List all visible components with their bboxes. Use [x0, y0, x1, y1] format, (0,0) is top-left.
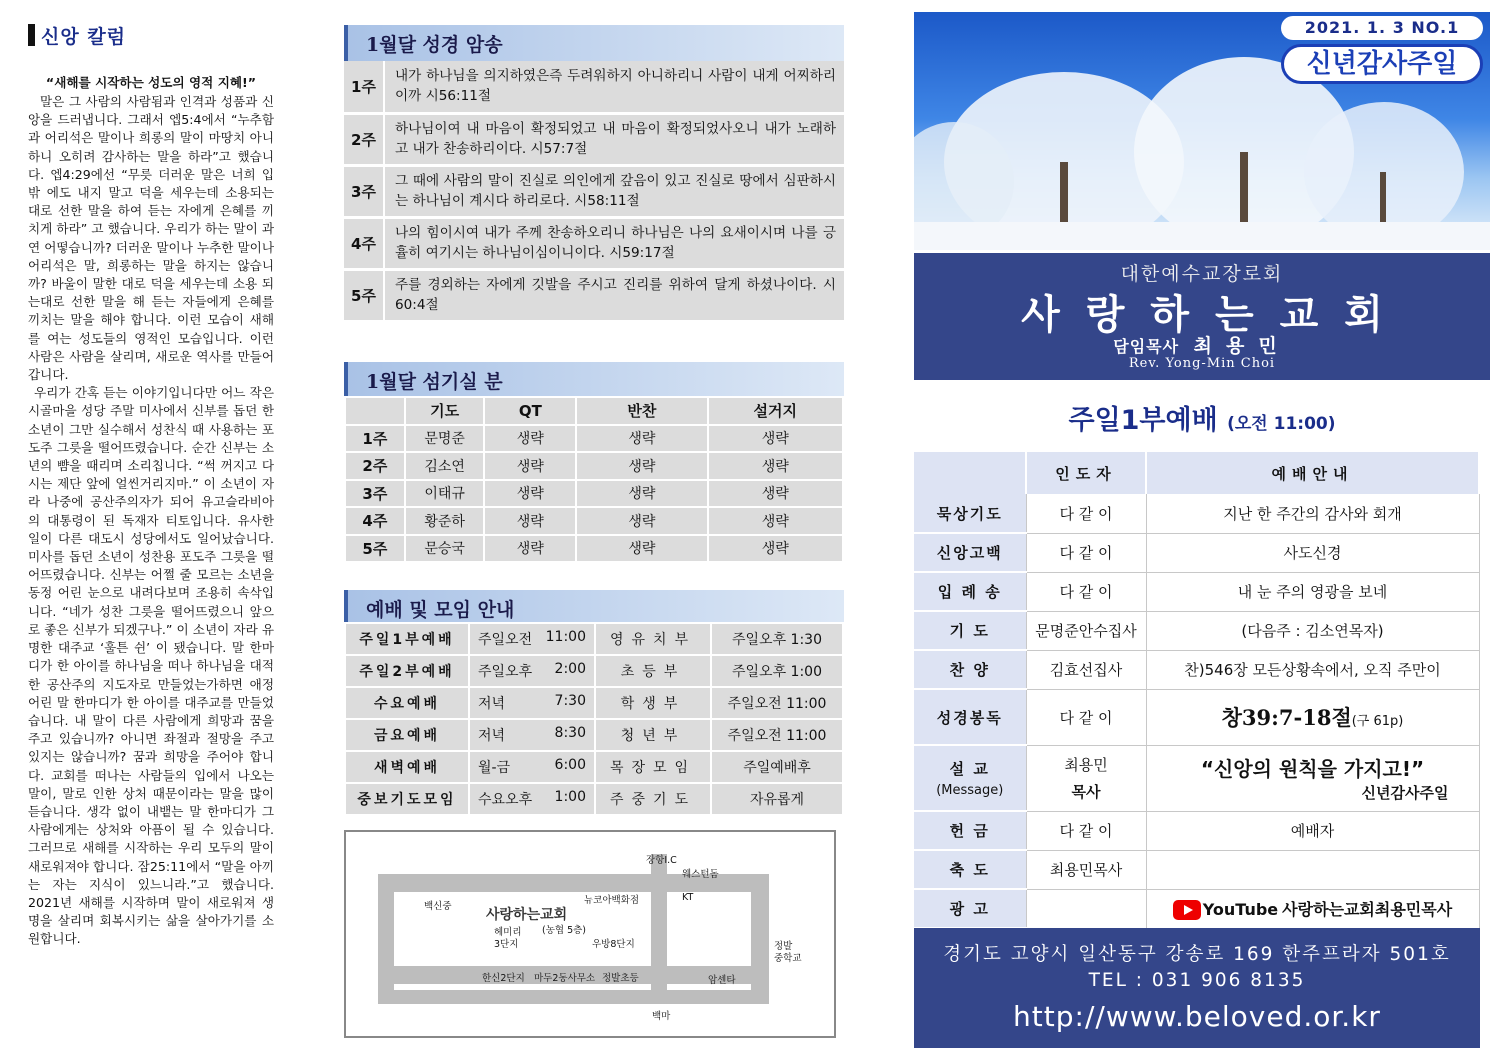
order-label — [914, 611, 1026, 650]
meeting-row — [345, 751, 843, 783]
heading-bar-icon — [28, 24, 35, 46]
meeting-name-2: 청년부 — [595, 719, 711, 751]
map-label-amcenter: 암센타 — [708, 975, 736, 986]
verse-week: 2주 — [344, 113, 384, 165]
order-leader — [1026, 850, 1146, 889]
order-col-header: 예배안내 — [1146, 452, 1479, 494]
order-label — [914, 745, 1026, 811]
meeting-name: 수요예배 — [345, 687, 469, 719]
map-label-jeongbal-mid: 정발 — [774, 941, 793, 952]
order-row — [914, 811, 1479, 850]
order-row — [914, 650, 1479, 689]
order-row — [914, 689, 1479, 745]
meeting-time — [469, 655, 595, 687]
order-leader — [1026, 650, 1146, 689]
meeting-hour: 7:30 — [554, 693, 586, 709]
verses-table — [344, 61, 844, 323]
column-heading-text: 신앙 칼럼 — [41, 25, 127, 48]
kitchen-cell: 황준하 — [405, 507, 485, 535]
sermon-subtitle: 신년감사주일 — [1361, 784, 1449, 802]
order-label-text: 축 도 — [949, 861, 990, 879]
column-title: “새해를 시작하는 성도의 영적 지혜!” — [45, 75, 257, 90]
verse-row — [344, 165, 844, 217]
kitchen-table — [344, 396, 844, 563]
kitchen-row — [345, 507, 843, 535]
meeting-hour: 11:00 — [545, 629, 586, 645]
verse-week: 4주 — [344, 217, 384, 269]
order-content — [1146, 850, 1479, 889]
kitchen-cell: 문명준 — [405, 425, 485, 453]
verse-row — [344, 217, 844, 269]
contact-footer — [914, 928, 1480, 1048]
order-label-text: 찬 양 — [949, 661, 990, 679]
map-label-north: 장항I.C — [646, 855, 677, 866]
kitchen-cell: 생략 — [576, 425, 707, 453]
kitchen-cell: 생략 — [484, 535, 576, 563]
verse-row — [344, 269, 844, 321]
meeting-day: 저녁 — [478, 696, 506, 712]
meeting-day: 저녁 — [478, 728, 506, 744]
order-leader — [1026, 572, 1146, 611]
order-label — [914, 689, 1026, 745]
column-paragraph-1: 말은 그 사람의 사람됨과 인격과 성품과 신앙을 드러냅니다. 그래서 엡5:4에서 “누추함과 어리석은 말이나 희롱의 말이 마땅치 아니하니 오히려 감사하는 말을 하라”고 했습니다. 엡4:29에선 “무릇 더러운 말은 너희 입 밖 에도 내지 말고 덕을 세우는데 소용되는 대로 선한 말을 하여 듣는 자에게 은혜를 끼치게 하라” 고 했습니다. 우리가 하는 말이 과연 어떻습니까? 더러운 말이나 누추한 말이나 어리석은 말, 희롱하는 말을 하지는 않습니까? 바울이 말한 대로 덕을 세우는데 소용 되는대로 선한 말을 해 듣는 자들에게 은혜를 끼치는 말을 해야 합니다. 이런 모습이 새해를 여는 성도들의 영적인 모습입니다. 이런 사람은 사람을 살리며, 새로운 역사를 만들어갑니다. — [28, 94, 274, 383]
order-label — [914, 572, 1026, 611]
meeting-day: 주일오후 — [478, 664, 533, 680]
order-label-text: 광 고 — [949, 900, 990, 918]
verse-week: 3주 — [344, 165, 384, 217]
kitchen-cell: 생략 — [484, 452, 576, 480]
meeting-row — [345, 719, 843, 751]
kitchen-cell: 4주 — [345, 507, 405, 535]
order-row — [914, 889, 1479, 928]
pastor-rev: Rev. Yong-Min Choi — [1128, 356, 1276, 371]
meeting-name: 중보기도모임 — [345, 783, 469, 815]
service-title-text: 주일1부예배 — [1068, 405, 1218, 436]
order-label-text: 신앙고백 — [936, 544, 1003, 562]
youtube-icon — [1173, 900, 1201, 920]
order-label — [914, 650, 1026, 689]
kitchen-cell: 생략 — [708, 480, 843, 508]
meeting-name-2: 학생부 — [595, 687, 711, 719]
meeting-time — [469, 719, 595, 751]
scripture-page: (구 61p) — [1351, 714, 1404, 729]
verse-row — [344, 61, 844, 113]
order-content-text: 예배자 — [1290, 822, 1335, 840]
verse-text: 내가 하나님을 의지하였은즉 두려워하지 아니하리니 사람이 내게 어찌하리이까 시56:11절 — [384, 61, 844, 113]
order-label — [914, 533, 1026, 572]
kitchen-cell: 생략 — [708, 535, 843, 563]
meeting-time-2: 주일예배후 — [711, 751, 843, 783]
order-content-text: 찬)546장 모든상황속에서, 오직 주만이 — [1184, 661, 1441, 679]
sermon-title: “신앙의 원칙을 가지고!” — [1200, 757, 1425, 781]
pastor-label: 담임목사 — [1113, 337, 1180, 356]
kitchen-row — [345, 452, 843, 480]
order-content-text: 내 눈 주의 영광을 보네 — [1237, 583, 1388, 601]
meeting-row — [345, 687, 843, 719]
date-badge: 2021. 1. 3 NO.1 — [1281, 16, 1483, 40]
meeting-time — [469, 687, 595, 719]
map-label-madu: 마두2동사무소 — [534, 973, 596, 984]
meeting-time-2: 주일오전 11:00 — [711, 719, 843, 751]
map-label-jeongbal-mid2: 중학교 — [774, 953, 802, 964]
meeting-day: 월-금 — [478, 760, 511, 776]
order-label-sub: (Message) — [936, 783, 1004, 798]
kitchen-col-header: 반찬 — [576, 397, 707, 425]
order-col-header — [914, 452, 1026, 494]
order-label — [914, 811, 1026, 850]
church-name: 사랑하는교회 — [1021, 292, 1409, 338]
order-row — [914, 572, 1479, 611]
meeting-row — [345, 623, 843, 655]
map-label-woobang: 우방8단지 — [592, 939, 635, 950]
order-leader-sub: 목사 — [1071, 783, 1101, 801]
order-label — [914, 889, 1026, 928]
kitchen-cell: 생략 — [708, 507, 843, 535]
order-label-text: 성경봉독 — [936, 708, 1003, 727]
meetings-heading-text: 예배 및 모임 안내 — [366, 599, 515, 621]
meeting-row — [345, 655, 843, 687]
order-leader — [1026, 811, 1146, 850]
order-leader-text: 김효선집사 — [1049, 661, 1123, 679]
order-leader-text: 다 같 이 — [1059, 708, 1113, 727]
verses-heading-text: 1월달 성경 암송 — [366, 34, 503, 56]
order-leader-text: 다 같 이 — [1059, 583, 1113, 601]
kitchen-cell: 5주 — [345, 535, 405, 563]
order-leader-text: 다 같 이 — [1059, 822, 1113, 840]
meeting-time-2: 주일오전 11:00 — [711, 687, 843, 719]
order-content — [1146, 533, 1479, 572]
order-content — [1146, 889, 1479, 928]
verse-text: 그 때에 사람의 말이 진실로 의인에게 갚음이 있고 진실로 땅에서 심판하시는 하나님이 계시다 하리로다. 시58:11절 — [384, 165, 844, 217]
worship-order-table — [914, 452, 1480, 929]
service-title — [914, 398, 1490, 437]
meeting-name: 주일2부예배 — [345, 655, 469, 687]
meeting-name: 주일1부예배 — [345, 623, 469, 655]
order-leader — [1026, 533, 1146, 572]
order-content-text: (다음주 : 김소연목자) — [1241, 622, 1384, 640]
order-content-text: 사도신경 — [1283, 544, 1342, 562]
meeting-row — [345, 783, 843, 815]
address: 경기도 고양시 일산동구 강송로 169 한주프라자 501호 — [943, 944, 1451, 965]
meeting-day: 수요오후 — [478, 792, 533, 808]
kitchen-cell: 생략 — [708, 425, 843, 453]
kitchen-cell: 생략 — [708, 452, 843, 480]
kitchen-col-header: 설거지 — [708, 397, 843, 425]
column-heading — [28, 20, 274, 50]
telephone: TEL : 031 906 8135 — [1088, 970, 1306, 991]
map-road — [378, 990, 768, 1004]
order-label-text: 입 례 송 — [937, 583, 1002, 601]
map-label-baeksin: 백신중 — [424, 901, 452, 912]
map-road — [651, 854, 667, 1004]
column-body — [28, 93, 274, 949]
kitchen-row — [345, 480, 843, 508]
kitchen-cell: 생략 — [576, 452, 707, 480]
map-label-jeongbal-el: 정발초등 — [602, 973, 639, 984]
kitchen-cell: 생략 — [484, 480, 576, 508]
meeting-time-2: 자유롭게 — [711, 783, 843, 815]
meeting-name-2: 초등부 — [595, 655, 711, 687]
service-time: (오전 11:00) — [1227, 414, 1336, 434]
pastor-name: 최용민 — [1193, 335, 1291, 357]
youtube-channel-link[interactable]: 사랑하는교회최용민목사 — [1282, 899, 1453, 919]
kitchen-cell: 1주 — [345, 425, 405, 453]
verses-heading — [344, 25, 844, 61]
order-row — [914, 533, 1479, 572]
map-label-church-sub: (농협 5층) — [542, 925, 587, 936]
map-label-kt: KT — [682, 892, 694, 903]
order-content — [1146, 494, 1479, 533]
kitchen-cell: 생략 — [576, 507, 707, 535]
kitchen-heading — [344, 362, 844, 398]
kitchen-cell: 생략 — [576, 480, 707, 508]
meeting-hour: 6:00 — [554, 757, 586, 773]
order-label-text: 기 도 — [949, 622, 990, 640]
verse-text: 주를 경외하는 자에게 깃발을 주시고 진리를 위하여 달게 하셨나이다. 시60:4절 — [384, 269, 844, 321]
meeting-time — [469, 783, 595, 815]
map-road — [751, 874, 769, 1004]
meeting-hour: 2:00 — [554, 661, 586, 677]
order-label — [914, 494, 1026, 533]
meeting-name: 새벽예배 — [345, 751, 469, 783]
pastor-line — [914, 331, 1490, 358]
meeting-day: 주일오전 — [478, 632, 533, 648]
faith-column — [28, 20, 274, 1050]
scripture-reference: 창39:7-18절 — [1221, 705, 1352, 730]
order-row — [914, 494, 1479, 533]
map-label-newcore: 뉴코아백화점 — [584, 895, 640, 906]
kitchen-col-header: 기도 — [405, 397, 485, 425]
kitchen-cell: 2주 — [345, 452, 405, 480]
meeting-name-2: 주중기도 — [595, 783, 711, 815]
order-content — [1146, 611, 1479, 650]
order-label-text: 묵상기도 — [936, 504, 1003, 523]
map-label-hemiri: 헤미리 — [494, 927, 522, 938]
denomination: 대한예수교장로회 — [1120, 263, 1284, 285]
order-content — [1146, 650, 1479, 689]
kitchen-col-header — [345, 397, 405, 425]
kitchen-cell: 문승국 — [405, 535, 485, 563]
website-link[interactable]: http://www.beloved.or.kr — [1013, 1000, 1381, 1033]
verse-row — [344, 113, 844, 165]
order-label-text: 설 교 — [949, 760, 990, 778]
meeting-hour: 1:00 — [554, 789, 586, 805]
church-banner — [914, 253, 1490, 380]
order-col-header: 인도자 — [1026, 452, 1146, 494]
meetings-table — [344, 622, 844, 816]
kitchen-cell: 생략 — [576, 535, 707, 563]
order-leader — [1026, 689, 1146, 745]
map-label-hansin: 한신2단지 — [482, 973, 525, 984]
order-leader — [1026, 889, 1146, 928]
meeting-time-2: 주일오후 1:00 — [711, 655, 843, 687]
meeting-time-2: 주일오후 1:30 — [711, 623, 843, 655]
order-label-text: 헌 금 — [949, 822, 990, 840]
map-label-westerndom: 웨스턴돔 — [682, 869, 719, 880]
meetings-heading — [344, 590, 844, 626]
map-label-church: 사랑하는교회 — [486, 907, 568, 923]
order-leader-text: 최용민목사 — [1049, 861, 1123, 879]
column-paragraph-2: 우리가 간혹 듣는 이야기입니다만 어느 작은 시골마을 성당 주말 미사에서 신부를 돕던 한 소년이 그만 실수해서 성찬식 때 사용하는 포도주 그릇을 떨어뜨렸습니다. 순간 신부는 소년의 뺨을 때리며 소리칩니다. “썩 꺼지고 다시는 제단 앞에 얼씬거리지마.” 이 소년이 자라 나중에 공산주의자가 되어 유고슬라비아의 대통령이 된 독재자 티토입니다. 유사한 일이 다른 대도시 성당에서도 일어났습니다. 미사를 돕던 소년이 성찬용 포도주 그릇을 떨어뜨렸습니다. 신부는 어쩔 줄 모르는 소년을 동정 어린 눈으로 내려다보며 조용히 속삭입니다. “네가 성찬 그릇을 떨어뜨렸으니 앞으로 좋은 신부가 되겠구나.” 이 소년이 자라 유명한 대주교 ‘훌튼 쉰’ 이 됐습니다. 말 한마디가 한 아이를 하나님을 떠나 하나님을 대적한 공산주의 지도자로 만들었는가하면 애정 어린 말 한마디가 한 아이를 대주교를 만들었습니다. 내 말이 다른 사람에게 희망과 꿈을 주고 있습니까? 아니면 좌절과 절망을 주고 있지는 않습니까? 꿈과 희망을 주어야 합니다. 교회를 떠나는 사람들의 입에서 나오는 말이, 말로 인한 상처 때문이라는 말을 많이 듣습니다. 생각 없이 내뱉는 말 한마디가 그 사람에게는 상처와 아픔이 될 수 있습니다. 그러므로 새해를 시작하는 우리 모두의 말이 새로워져야 합니다. 잠25:11에서 “말을 아끼는 자는 지식이 있느니라.”고 했습니다. 2021년 새해를 시작하며 말이 새로워져 생명을 살리며 회복시키는 삶을 살아가기를 소원합니다. — [28, 385, 274, 947]
verse-text: 하나님이여 내 마음이 확정되었고 내 마음이 확정되었사오니 내가 노래하고 내가 찬송하리이다. 시57:7절 — [384, 113, 844, 165]
verse-week: 5주 — [344, 269, 384, 321]
meeting-time — [469, 623, 595, 655]
order-leader — [1026, 611, 1146, 650]
meeting-time — [469, 751, 595, 783]
order-content — [1146, 811, 1479, 850]
kitchen-cell: 이태규 — [405, 480, 485, 508]
order-leader-text: 문명준안수집사 — [1035, 622, 1137, 640]
order-row — [914, 850, 1479, 889]
order-content — [1146, 689, 1479, 745]
order-leader — [1026, 745, 1146, 811]
kitchen-cell: 3주 — [345, 480, 405, 508]
meeting-name: 금요예배 — [345, 719, 469, 751]
order-content-text: 지난 한 주간의 감사와 회개 — [1223, 504, 1402, 523]
order-row — [914, 745, 1479, 811]
verse-text: 나의 힘이시여 내가 주께 찬송하오리니 하나님은 나의 요새이시며 나를 긍휼히 여기시는 하나님이심이니이다. 시59:17절 — [384, 217, 844, 269]
meeting-name-2: 영유치부 — [595, 623, 711, 655]
kitchen-col-header: QT — [484, 397, 576, 425]
map-label-south: 백마 — [652, 1011, 671, 1022]
order-content — [1146, 745, 1479, 811]
order-row — [914, 611, 1479, 650]
order-leader — [1026, 494, 1146, 533]
order-label — [914, 850, 1026, 889]
meeting-hour: 8:30 — [554, 725, 586, 741]
map-label-danji3: 3단지 — [494, 939, 519, 950]
order-content — [1146, 572, 1479, 611]
meeting-name-2: 목장모임 — [595, 751, 711, 783]
order-leader-text: 다 같 이 — [1059, 504, 1113, 523]
location-map — [344, 830, 836, 1038]
kitchen-row — [345, 425, 843, 453]
theme-badge: 신년감사주일 — [1281, 44, 1483, 84]
order-leader-text: 최용민 — [1064, 756, 1108, 774]
youtube-brand: YouTube — [1202, 899, 1279, 919]
kitchen-row — [345, 535, 843, 563]
order-leader-text: 다 같 이 — [1059, 544, 1113, 562]
kitchen-cell: 김소연 — [405, 452, 485, 480]
kitchen-cell: 생략 — [484, 507, 576, 535]
map-road — [378, 874, 394, 1004]
kitchen-heading-text: 1월달 섬기실 분 — [366, 371, 503, 393]
verse-week: 1주 — [344, 61, 384, 113]
kitchen-cell: 생략 — [484, 425, 576, 453]
